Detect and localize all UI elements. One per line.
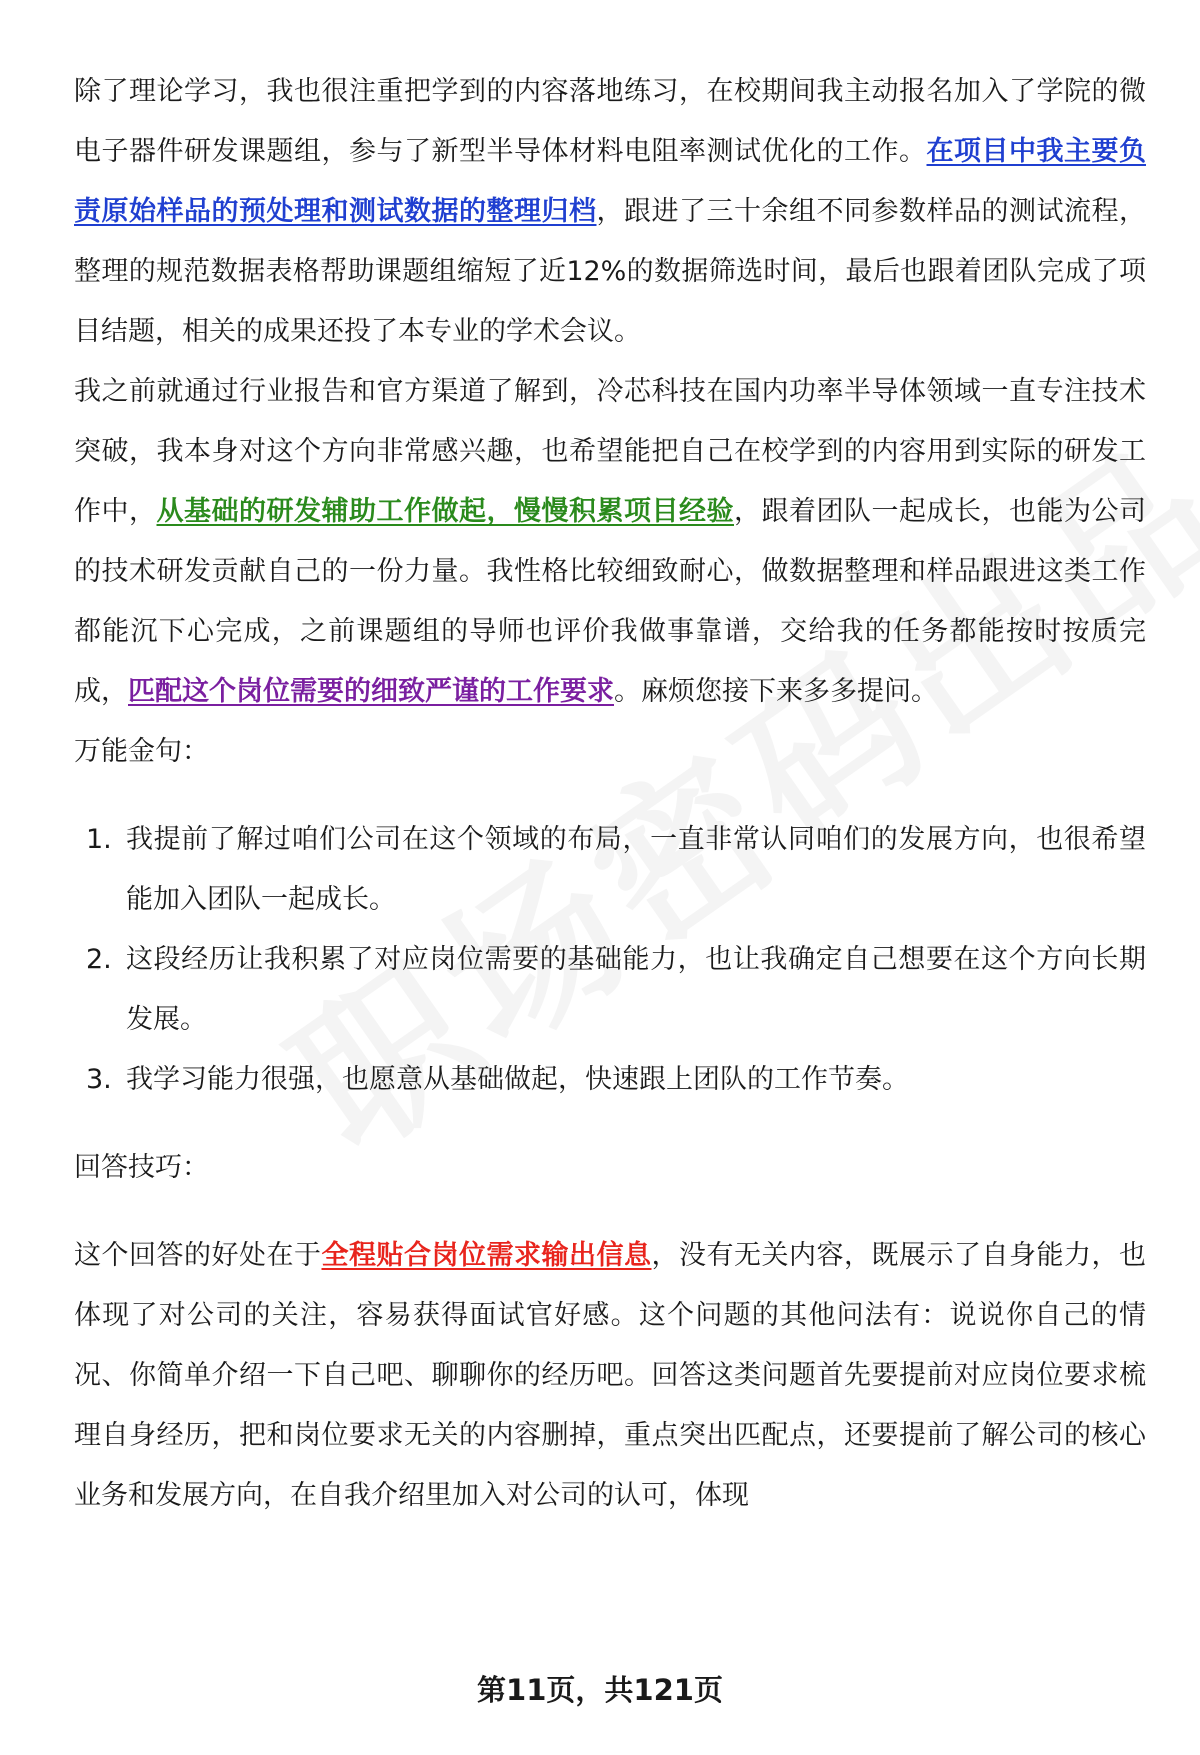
paragraph-text: 。麻烦您接下来多多提问。 [614, 676, 938, 707]
list-text: 我学习能力很强，也愿意从基础做起，快速跟上团队的工作节奏。 [126, 1064, 909, 1095]
answer-tips-label: 回答技巧： [74, 1152, 209, 1183]
highlight-blue: 在项目中我主要负责原始样品的预处理和测试数据的整理归档 [74, 136, 1146, 227]
page-number-footer: 第11页，共121页 [477, 1673, 723, 1707]
list-text: 我提前了解过咱们公司在这个领域的布局，一直非常认同咱们的发展方向，也很希望能加入团队一起成长。 [126, 824, 1146, 915]
golden-sentences-list [74, 810, 1146, 1110]
paragraph-text: 我之前就通过行业报告和官方渠道了解到，冷芯科技在国内功率半导体领域一直专注技术突破，我本身对这个方向非常感兴趣，也希望能把自己在校学到的内容用到实际的研发工作中， [74, 376, 1146, 527]
paragraph-text: ，跟着团队一起成长，也能为公司的技术研发贡献自己的一份力量。我性格比较细致耐心，做数据整理和样品跟进这类工作都能沉下心完成，之前课题组的导师也评价我做事靠谱，交给我的任务都能按时按质完成， [74, 496, 1146, 707]
list-text: 这段经历让我积累了对应岗位需要的基础能力，也让我确定自己想要在这个方向长期发展。 [126, 944, 1146, 1035]
list-number: 3. [86, 1064, 112, 1095]
highlight-purple: 匹配这个岗位需要的细致严谨的工作要求 [128, 676, 614, 707]
list-number: 1. [86, 824, 112, 855]
list-number: 2. [86, 944, 112, 975]
intro-paragraph-2 [74, 362, 1146, 722]
paragraph-text: 除了理论学习，我也很注重把学到的内容落地练习，在校期间我主动报名加入了学院的微电子器件研发课题组，参与了新型半导体材料电阻率测试优化的工作。 [74, 76, 1146, 167]
list-item [74, 810, 1146, 930]
golden-sentences-label: 万能金句： [74, 736, 209, 767]
list-item [74, 930, 1146, 1050]
paragraph-text: ，没有无关内容，既展示了自身能力，也体现了对公司的关注，容易获得面试官好感。这个问题的其他问法有：说说你自己的情况、你简单介绍一下自己吧、聊聊你的经历吧。回答这类问题首先要提前对应岗位要求梳理自身经历，把和岗位要求无关的内容删掉，重点突出匹配点，还要提前了解公司的核心业务和发展方向，在自我介绍里加入对公司的认可，体现 [74, 1240, 1146, 1511]
intro-paragraph-1 [74, 62, 1146, 362]
paragraph-text: 这个回答的好处在于 [74, 1240, 322, 1271]
highlight-red: 全程贴合岗位需求输出信息 [321, 1240, 652, 1271]
highlight-green: 从基础的研发辅助工作做起，慢慢积累项目经验 [156, 496, 734, 527]
paragraph-text: ，跟进了三十余组不同参数样品的测试流程，整理的规范数据表格帮助课题组缩短了近12%的数据筛选时间，最后也跟着团队完成了项目结题，相关的成果还投了本专业的学术会议。 [74, 196, 1146, 347]
answer-tips-paragraph [74, 1226, 1146, 1526]
document-page [74, 62, 1146, 1526]
list-item [74, 1050, 1146, 1110]
